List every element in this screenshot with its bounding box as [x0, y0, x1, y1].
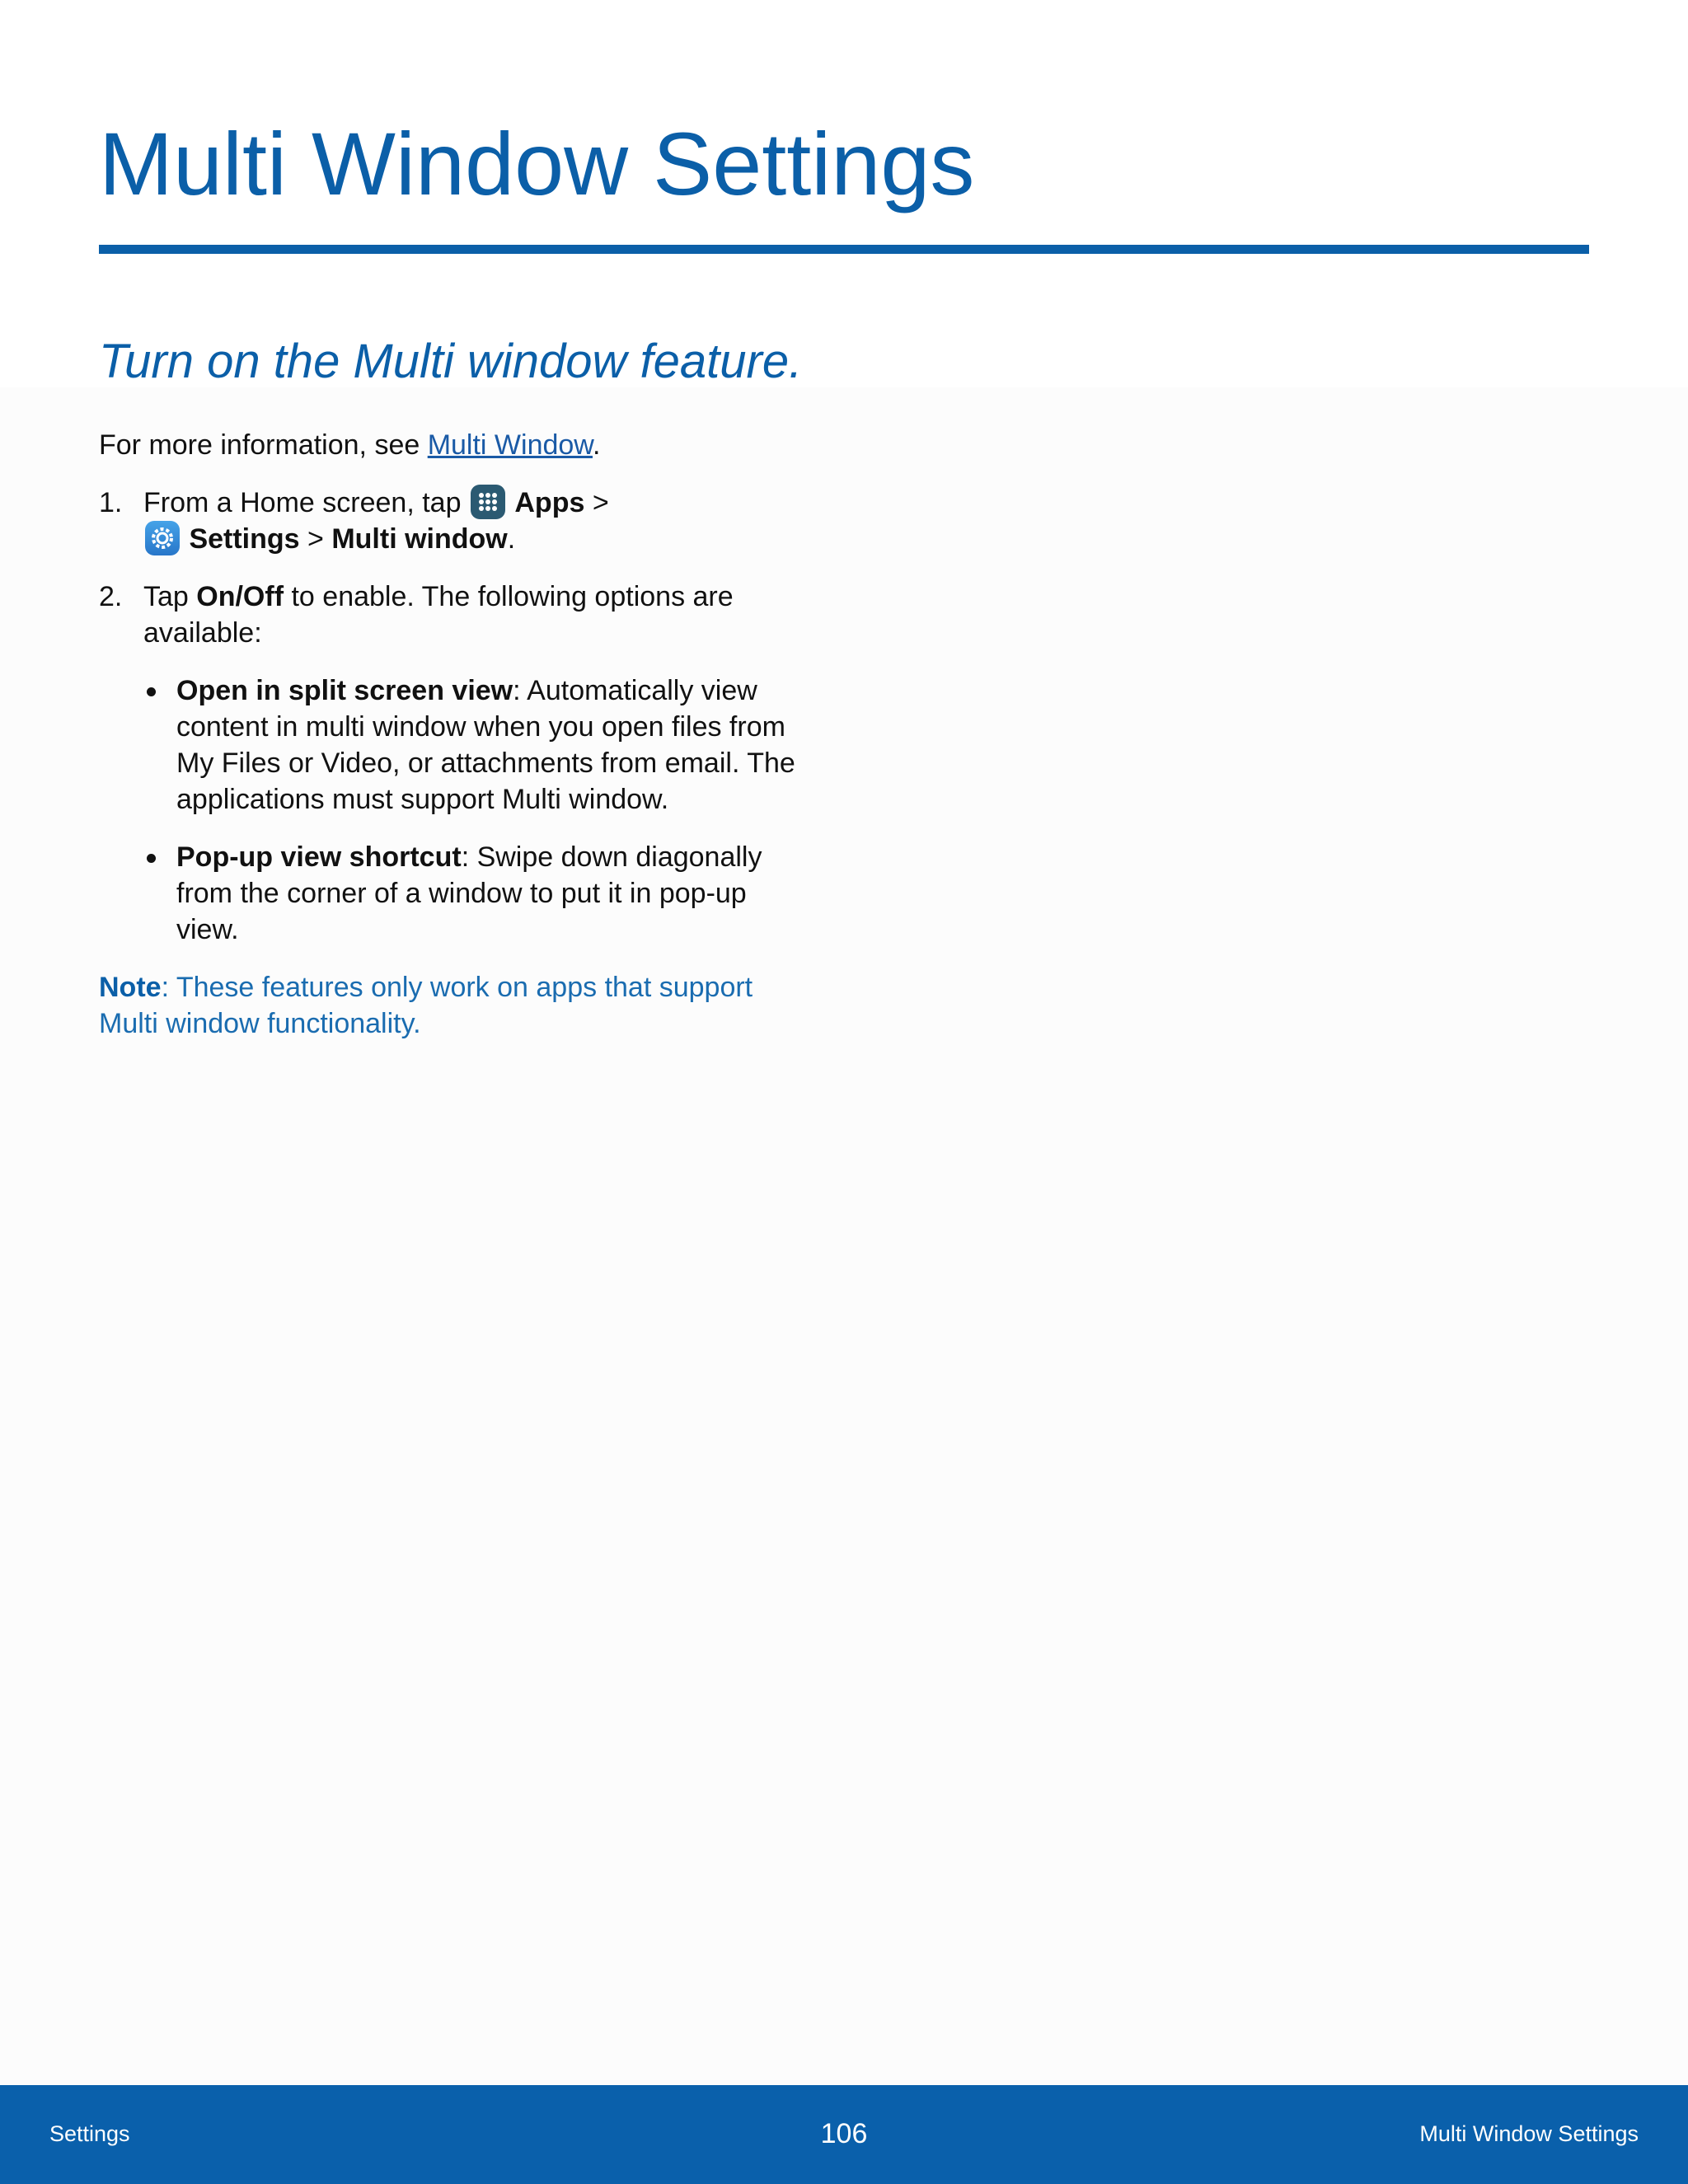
title-divider — [99, 245, 1589, 254]
option-label: Pop-up view shortcut — [176, 841, 462, 873]
intro-suffix: . — [592, 429, 601, 461]
intro-prefix: For more information, see — [99, 429, 428, 461]
note-text: : These features only work on apps that support Multi window functionality. — [99, 972, 753, 1039]
intro-paragraph — [99, 427, 808, 463]
step-1 — [99, 485, 808, 557]
bullet-icon — [147, 854, 156, 863]
footer-section: Settings — [49, 2121, 130, 2146]
separator: > — [584, 487, 609, 518]
settings-icon — [145, 521, 180, 555]
section-heading: Turn on the Multi window feature. — [99, 335, 803, 388]
multi-window-label: Multi window — [331, 523, 508, 555]
separator: > — [299, 523, 332, 555]
note — [99, 969, 808, 1042]
option-desc: : Automatically view content in multi window when you open files from My Files or Video, or attachments from email. The applications must support Multi window. — [176, 675, 795, 815]
step-text: to enable. The following options are available: — [143, 581, 734, 649]
option-split-screen — [99, 673, 808, 818]
note-label: Note — [99, 972, 162, 1003]
footer-chapter: Multi Window Settings — [1419, 2121, 1639, 2146]
step-text: Tap — [143, 581, 197, 612]
step-number: 2. — [99, 581, 123, 612]
apps-label: Apps — [514, 487, 585, 518]
option-popup-shortcut — [99, 839, 808, 948]
apps-icon — [471, 485, 505, 519]
footer — [0, 2085, 1688, 2184]
option-desc: : Swipe down diagonally from the corner of a window to put it in pop-up view. — [176, 841, 762, 945]
option-label: Open in split screen view — [176, 675, 513, 706]
bullet-icon — [147, 687, 156, 696]
multi-window-link[interactable]: Multi Window — [427, 429, 593, 461]
step-number: 1. — [99, 487, 123, 518]
step-text: From a Home screen, tap — [143, 487, 469, 518]
step-end: . — [507, 523, 516, 555]
body-content — [99, 427, 808, 1063]
page-title: Multi Window Settings — [99, 114, 975, 213]
on-off-label: On/Off — [196, 581, 284, 612]
step-2 — [99, 579, 808, 651]
page-number: 106 — [820, 2118, 868, 2149]
settings-label: Settings — [189, 523, 300, 555]
